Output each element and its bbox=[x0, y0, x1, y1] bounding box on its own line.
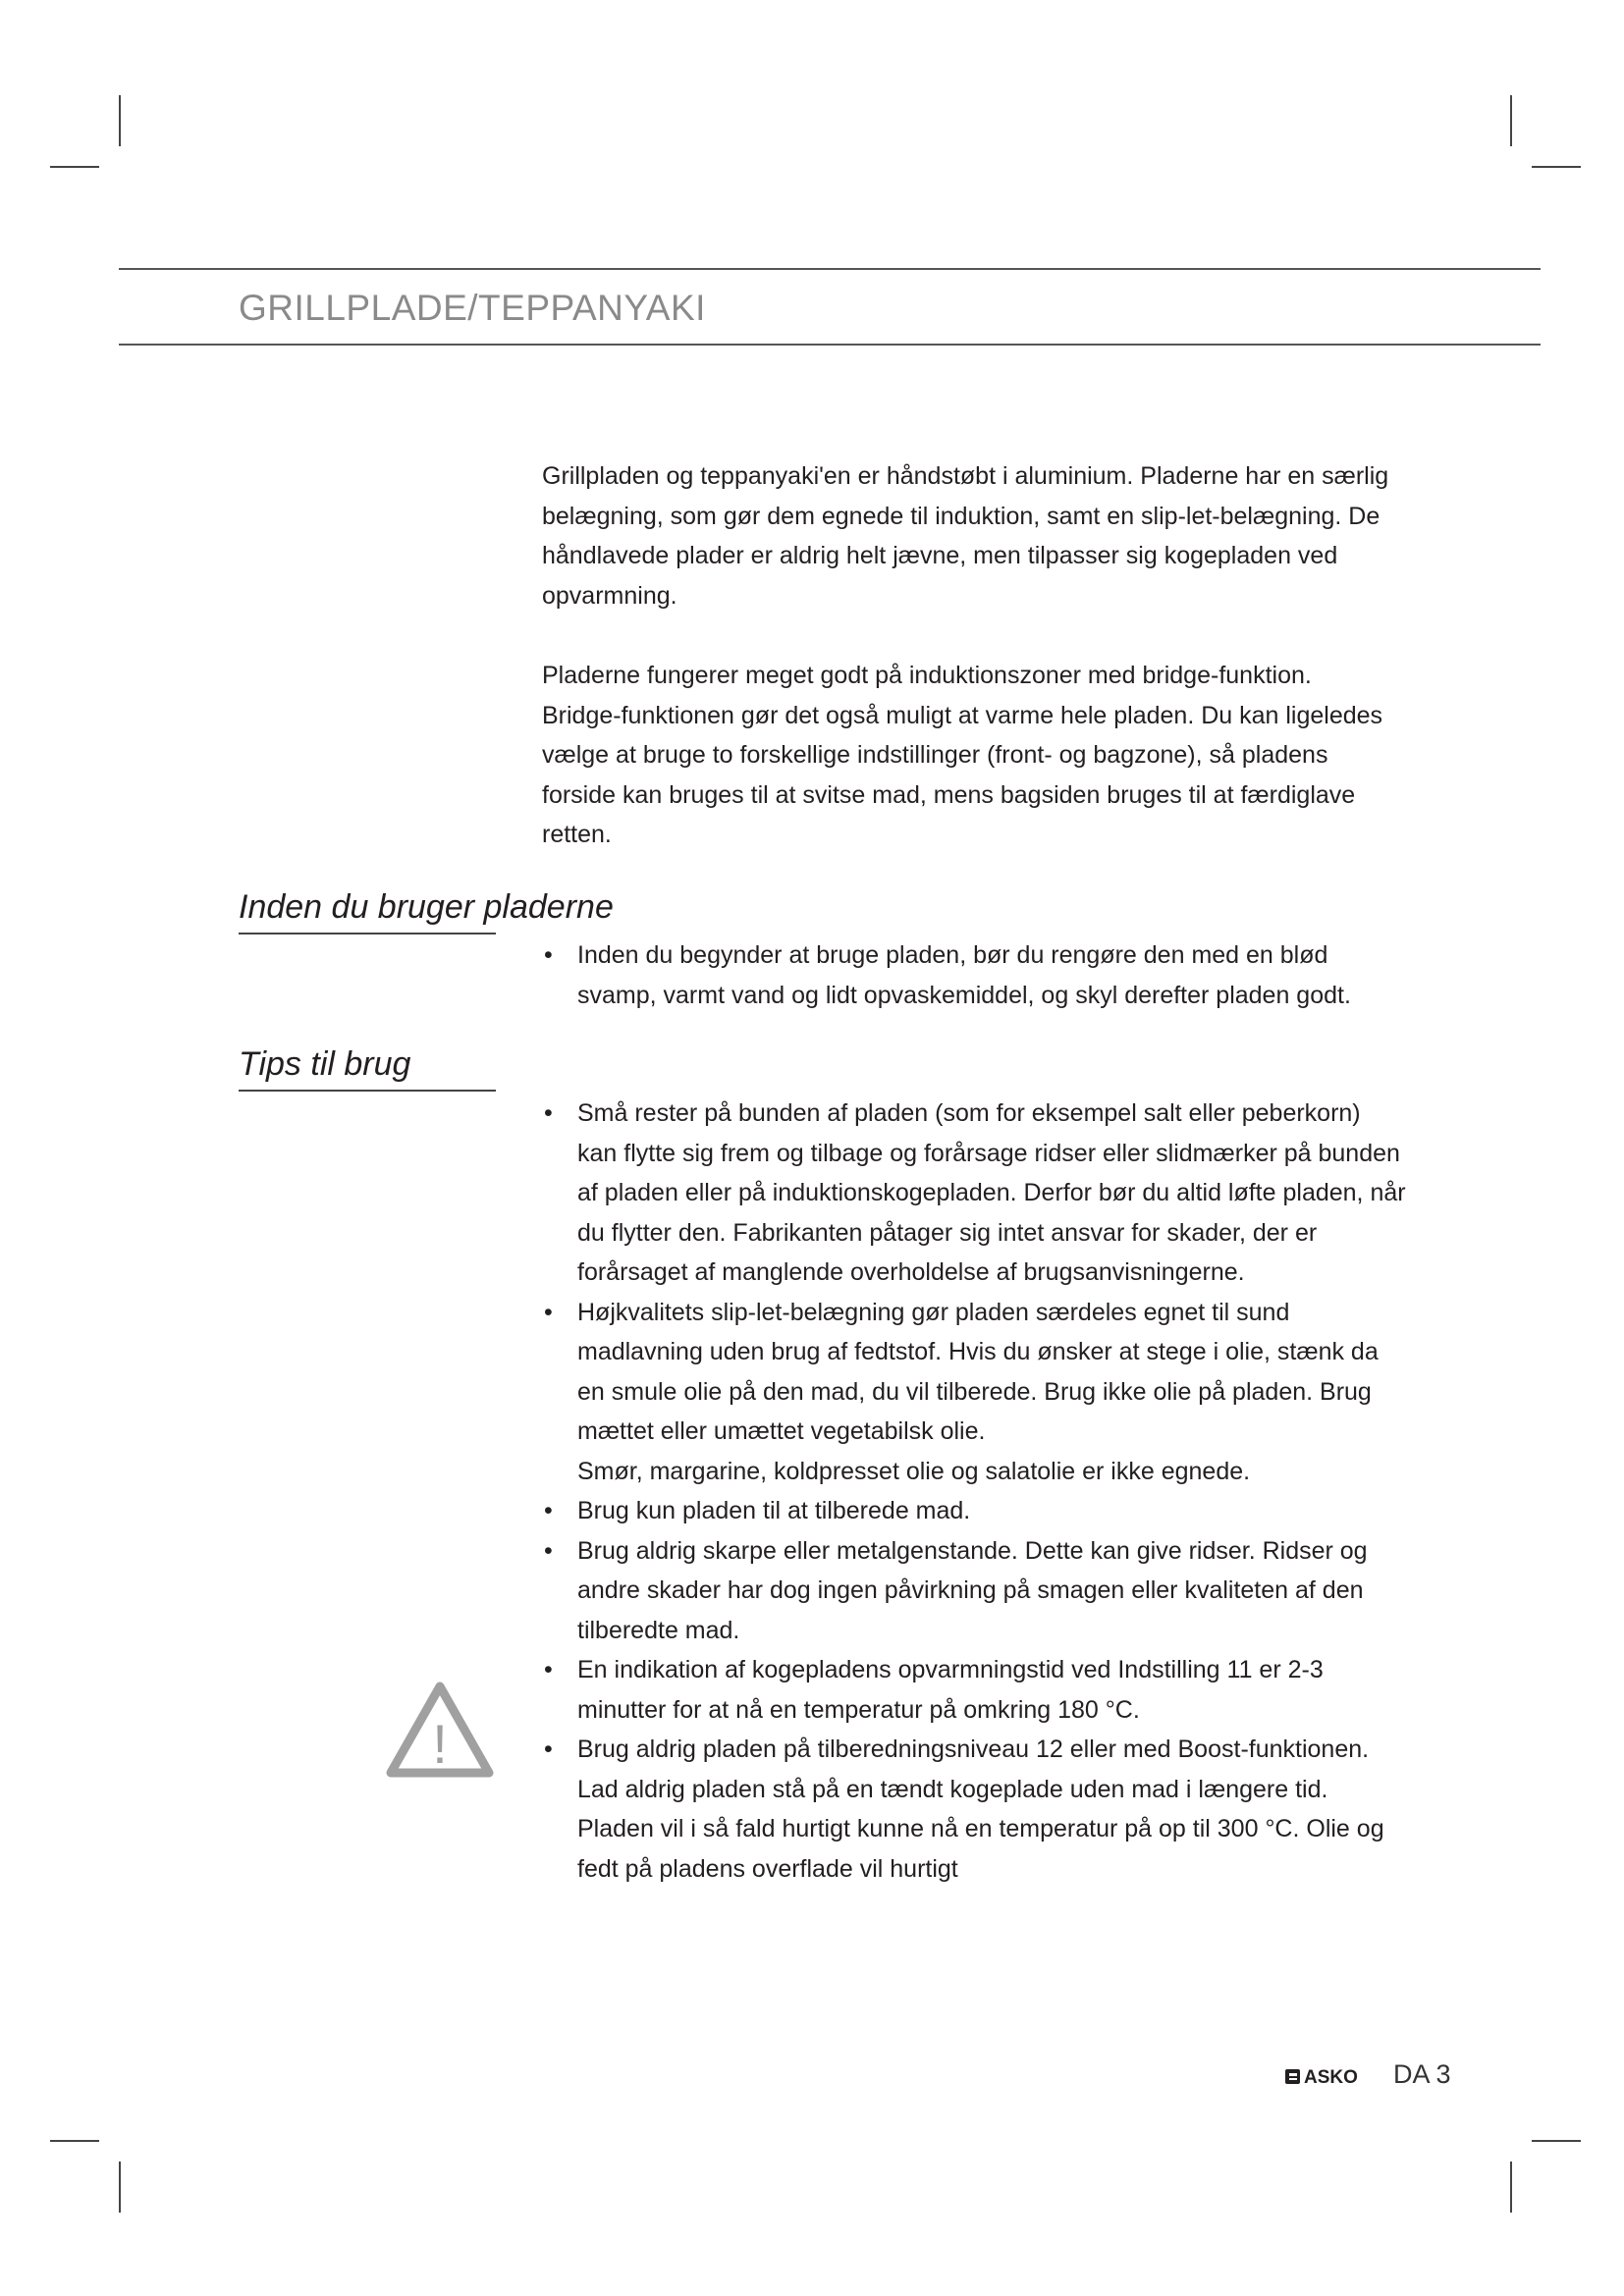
intro-paragraph-1-text: Grillpladen og teppanyaki'en er håndstøbt i aluminium. Pladerne har en særlig belægning, som gør dem egnede til induktion, samt en slip-let-belægning. De håndlavede plader er aldrig helt jævne, men tilpasser sig kogepladen ved opvarmning. bbox=[542, 462, 1389, 610]
list-item bbox=[542, 1094, 1406, 1293]
bullet-icon: • bbox=[544, 1536, 553, 1565]
list-item bbox=[542, 1491, 1406, 1531]
crop-mark-top-right-vertical bbox=[1510, 95, 1512, 146]
header-top-rule bbox=[119, 268, 1541, 270]
bullet-icon: • bbox=[544, 941, 553, 969]
page-number: DA 3 bbox=[1393, 2059, 1451, 2089]
list-item-text: Højkvalitets slip-let-belægning gør pladen særdeles egnet til sund madlavning uden brug af fedtstof. Hvis du ønsker at stege i olie, stænk da en smule olie på den mad, du vil tilberede. Brug ikke olie på pladen. Brug mættet eller umættet vegetabilsk olie. bbox=[577, 1298, 1379, 1445]
crop-mark-bottom-left-horizontal bbox=[50, 2140, 99, 2142]
bullet-icon: • bbox=[544, 1735, 553, 1763]
warning-triangle-icon bbox=[386, 1681, 494, 1779]
page-title: GRILLPLADE/TEPPANYAKI bbox=[239, 288, 706, 328]
list-item-extra-text: Smør, margarine, koldpresset olie og salatolie er ikke egnede. bbox=[577, 1457, 1251, 1485]
list-item-text: Brug aldrig pladen på tilberedningsniveau 12 eller med Boost-funktionen. Lad aldrig pladen stå på en tændt kogeplade uden mad i længere tid. Pladen vil i så fald hurtigt kunne nå en temperatur på op til 300 °C. Olie og fedt på pladens overflade vil hurtigt bbox=[577, 1735, 1384, 1883]
crop-mark-bottom-right-vertical bbox=[1510, 2162, 1512, 2213]
list-item bbox=[542, 1730, 1406, 1889]
bullet-icon: • bbox=[544, 1656, 553, 1683]
intro-paragraph-1 bbox=[542, 456, 1396, 615]
section-heading-before-use: Inden du bruger pladerne bbox=[239, 888, 496, 934]
asko-logo bbox=[1284, 2062, 1368, 2088]
brand-name: ASKO bbox=[1304, 2067, 1358, 2088]
before-use-list bbox=[542, 935, 1406, 1015]
bullet-icon: • bbox=[544, 1298, 553, 1326]
header-bottom-rule bbox=[119, 344, 1541, 346]
bullet-icon: • bbox=[544, 1099, 553, 1127]
list-item-text: Brug aldrig skarpe eller metalgenstande. Dette kan give ridser. Ridser og andre skader har dog ingen påvirkning på smagen eller kvaliteten af den tilberedte mad. bbox=[577, 1536, 1368, 1644]
crop-mark-top-right-horizontal bbox=[1532, 166, 1581, 168]
list-item-text: Små rester på bunden af pladen (som for eksempel salt eller peberkorn) kan flytte sig frem og tilbage og forårsage ridser eller slidmærker på bunden af pladen eller på induktionskogepladen. Derfor bør du altid løfte pladen, når du flytter den. Fabrikanten påtager sig intet ansvar for skader, der er forårsaget af manglende overholdelse af brugsanvisningerne. bbox=[577, 1099, 1406, 1286]
crop-mark-top-left-vertical bbox=[119, 95, 121, 146]
section-heading-tips: Tips til brug bbox=[239, 1045, 496, 1092]
list-item-text: Brug kun pladen til at tilberede mad. bbox=[577, 1497, 971, 1524]
list-item-text: Inden du begynder at bruge pladen, bør du rengøre den med en blød svamp, varmt vand og lidt opvaskemiddel, og skyl derefter pladen godt. bbox=[577, 941, 1351, 1009]
bullet-icon: • bbox=[544, 1497, 553, 1524]
intro-paragraph-2 bbox=[542, 656, 1396, 855]
tips-list bbox=[542, 1094, 1406, 1889]
crop-mark-top-left-horizontal bbox=[50, 166, 99, 168]
crop-mark-bottom-left-vertical bbox=[119, 2162, 121, 2213]
list-item-text: En indikation af kogepladens opvarmningstid ved Indstilling 11 er 2-3 minutter for at nå en temperatur på omkring 180 °C. bbox=[577, 1656, 1324, 1724]
list-item bbox=[542, 1293, 1406, 1492]
list-item bbox=[542, 1531, 1406, 1651]
list-item bbox=[542, 935, 1406, 1015]
warning-exclamation-icon: ! bbox=[432, 1713, 448, 1775]
intro-paragraph-2-text: Pladerne fungerer meget godt på induktionszoner med bridge-funktion. Bridge-funktionen gør det også muligt at varme hele pladen. Du kan ligeledes vælge at bruge to forskellige indstillinger (front- og bagzone), så pladens forside kan bruges til at svitse mad, mens bagsiden bruges til at færdiglave retten. bbox=[542, 662, 1383, 848]
list-item bbox=[542, 1650, 1406, 1730]
crop-mark-bottom-right-horizontal bbox=[1532, 2140, 1581, 2142]
